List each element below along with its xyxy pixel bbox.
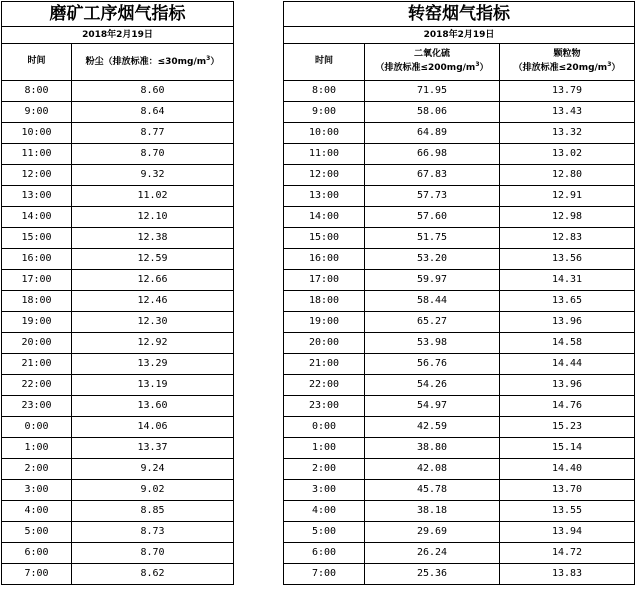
time-cell: 6:00 (284, 543, 365, 564)
table-row (284, 249, 635, 270)
so2-cell: 59.97 (365, 270, 500, 291)
so2-cell: 67.83 (365, 165, 500, 186)
dust-cell: 9.32 (72, 165, 234, 186)
right-header-pm-end: ） (611, 63, 621, 73)
pm-cell: 13.55 (500, 501, 635, 522)
so2-cell: 58.44 (365, 291, 500, 312)
left-header-dust-end: ） (210, 57, 220, 68)
table-row (284, 270, 635, 291)
pm-cell: 12.80 (500, 165, 635, 186)
pm-cell: 14.31 (500, 270, 635, 291)
table-row (284, 480, 635, 501)
right-header-pm (500, 44, 635, 81)
table-row (2, 144, 234, 165)
table-row (284, 291, 635, 312)
table-row (2, 228, 234, 249)
so2-cell: 64.89 (365, 123, 500, 144)
time-cell: 15:00 (284, 228, 365, 249)
so2-cell: 66.98 (365, 144, 500, 165)
time-cell: 11:00 (2, 144, 72, 165)
dust-cell: 9.24 (72, 459, 234, 480)
table-row (284, 333, 635, 354)
table-row (2, 564, 234, 585)
table-row (284, 186, 635, 207)
so2-cell: 54.97 (365, 396, 500, 417)
so2-cell: 56.76 (365, 354, 500, 375)
dust-cell: 8.77 (72, 123, 234, 144)
left-header-dust (72, 44, 234, 81)
so2-cell: 42.59 (365, 417, 500, 438)
right-table-date: 2018年2月19日 (284, 27, 635, 44)
pm-cell: 14.76 (500, 396, 635, 417)
so2-cell: 38.80 (365, 438, 500, 459)
table-row (284, 375, 635, 396)
table-row (2, 396, 234, 417)
table-row (284, 207, 635, 228)
dust-cell: 12.46 (72, 291, 234, 312)
dust-cell: 8.60 (72, 81, 234, 102)
table-row (284, 81, 635, 102)
table-row (2, 207, 234, 228)
time-cell: 22:00 (2, 375, 72, 396)
table-row (284, 396, 635, 417)
table-row (2, 291, 234, 312)
so2-cell: 25.36 (365, 564, 500, 585)
table-row (284, 123, 635, 144)
dust-cell: 12.92 (72, 333, 234, 354)
so2-cell: 42.08 (365, 459, 500, 480)
pm-cell: 14.72 (500, 543, 635, 564)
time-cell: 11:00 (284, 144, 365, 165)
time-cell: 1:00 (2, 438, 72, 459)
time-cell: 5:00 (284, 522, 365, 543)
pm-cell: 13.02 (500, 144, 635, 165)
table-row (284, 312, 635, 333)
time-cell: 10:00 (2, 123, 72, 144)
pm-cell: 12.83 (500, 228, 635, 249)
time-cell: 3:00 (284, 480, 365, 501)
table-row (284, 501, 635, 522)
table-row (2, 123, 234, 144)
time-cell: 23:00 (284, 396, 365, 417)
right-header-so2 (365, 44, 500, 81)
table-row (2, 480, 234, 501)
time-cell: 4:00 (2, 501, 72, 522)
time-cell: 4:00 (284, 501, 365, 522)
table-row (2, 522, 234, 543)
so2-cell: 45.78 (365, 480, 500, 501)
table-row (284, 354, 635, 375)
table-row (2, 186, 234, 207)
left-table-title: 磨矿工序烟气指标 (2, 2, 234, 27)
time-cell: 9:00 (2, 102, 72, 123)
so2-cell: 58.06 (365, 102, 500, 123)
left-header-dust-text: 粉尘（排放标准：≤30mg/m (85, 57, 207, 68)
time-cell: 17:00 (284, 270, 365, 291)
time-cell: 7:00 (2, 564, 72, 585)
table-row (284, 438, 635, 459)
time-cell: 20:00 (284, 333, 365, 354)
time-cell: 12:00 (284, 165, 365, 186)
right-header-so2-end: ） (479, 63, 489, 73)
so2-cell: 71.95 (365, 81, 500, 102)
time-cell: 10:00 (284, 123, 365, 144)
time-cell: 2:00 (284, 459, 365, 480)
time-cell: 6:00 (2, 543, 72, 564)
pm-cell: 13.96 (500, 312, 635, 333)
table-row (2, 375, 234, 396)
so2-cell: 29.69 (365, 522, 500, 543)
dust-cell: 8.64 (72, 102, 234, 123)
right-header-so2-name: 二氧化硫 (413, 49, 450, 60)
table-row (284, 165, 635, 186)
dust-cell: 12.30 (72, 312, 234, 333)
time-cell: 14:00 (2, 207, 72, 228)
time-cell: 23:00 (2, 396, 72, 417)
table-row (2, 102, 234, 123)
table-row (2, 543, 234, 564)
pm-cell: 14.40 (500, 459, 635, 480)
table-row (284, 102, 635, 123)
left-header-dust-sup: 3 (206, 55, 211, 63)
time-cell: 20:00 (2, 333, 72, 354)
pm-cell: 13.70 (500, 480, 635, 501)
dust-cell: 9.02 (72, 480, 234, 501)
dust-cell: 14.06 (72, 417, 234, 438)
dust-cell: 13.19 (72, 375, 234, 396)
dust-cell: 13.60 (72, 396, 234, 417)
time-cell: 8:00 (284, 81, 365, 102)
pm-cell: 13.32 (500, 123, 635, 144)
table-row (2, 270, 234, 291)
pm-cell: 13.65 (500, 291, 635, 312)
time-cell: 2:00 (2, 459, 72, 480)
pm-cell: 15.14 (500, 438, 635, 459)
so2-cell: 38.18 (365, 501, 500, 522)
table-row (284, 522, 635, 543)
pm-cell: 14.58 (500, 333, 635, 354)
pm-cell: 13.96 (500, 375, 635, 396)
so2-cell: 53.98 (365, 333, 500, 354)
table-row (2, 354, 234, 375)
right-header-so2-sup: 3 (475, 61, 480, 68)
left-table-date: 2018年2月19日 (2, 27, 234, 44)
right-header-pm-std: （排放标准≤20mg/m (513, 63, 608, 73)
table-row (2, 165, 234, 186)
pm-cell: 15.23 (500, 417, 635, 438)
table-row (2, 312, 234, 333)
right-table-title: 转窑烟气指标 (284, 2, 635, 27)
left-header-time: 时间 (2, 44, 72, 81)
time-cell: 19:00 (2, 312, 72, 333)
time-cell: 5:00 (2, 522, 72, 543)
time-cell: 13:00 (2, 186, 72, 207)
right-header-so2-std: （排放标准≤200mg/m (375, 63, 476, 73)
pm-cell: 13.83 (500, 564, 635, 585)
kiln-flue-gas-table (283, 1, 635, 585)
time-cell: 16:00 (284, 249, 365, 270)
table-row (2, 249, 234, 270)
time-cell: 21:00 (2, 354, 72, 375)
time-cell: 1:00 (284, 438, 365, 459)
right-header-time: 时间 (284, 44, 365, 81)
table-row (284, 543, 635, 564)
pm-cell: 14.44 (500, 354, 635, 375)
right-header-pm-sup: 3 (607, 61, 612, 68)
dust-cell: 8.62 (72, 564, 234, 585)
table-row (284, 144, 635, 165)
time-cell: 0:00 (2, 417, 72, 438)
time-cell: 13:00 (284, 186, 365, 207)
time-cell: 21:00 (284, 354, 365, 375)
time-cell: 9:00 (284, 102, 365, 123)
time-cell: 8:00 (2, 81, 72, 102)
table-row (2, 417, 234, 438)
time-cell: 17:00 (2, 270, 72, 291)
time-cell: 12:00 (2, 165, 72, 186)
time-cell: 18:00 (2, 291, 72, 312)
table-row (2, 459, 234, 480)
pm-cell: 12.91 (500, 186, 635, 207)
so2-cell: 57.60 (365, 207, 500, 228)
time-cell: 22:00 (284, 375, 365, 396)
table-row (284, 459, 635, 480)
dust-cell: 12.38 (72, 228, 234, 249)
time-cell: 0:00 (284, 417, 365, 438)
dust-cell: 8.70 (72, 144, 234, 165)
table-row (284, 228, 635, 249)
time-cell: 18:00 (284, 291, 365, 312)
right-header-pm-name: 颗粒物 (553, 49, 581, 60)
table-row (284, 564, 635, 585)
dust-cell: 13.29 (72, 354, 234, 375)
time-cell: 3:00 (2, 480, 72, 501)
so2-cell: 65.27 (365, 312, 500, 333)
time-cell: 15:00 (2, 228, 72, 249)
time-cell: 7:00 (284, 564, 365, 585)
dust-cell: 11.02 (72, 186, 234, 207)
dust-cell: 13.37 (72, 438, 234, 459)
dust-cell: 8.70 (72, 543, 234, 564)
so2-cell: 51.75 (365, 228, 500, 249)
table-row (2, 438, 234, 459)
dust-cell: 8.73 (72, 522, 234, 543)
time-cell: 19:00 (284, 312, 365, 333)
pm-cell: 13.56 (500, 249, 635, 270)
pm-cell: 12.98 (500, 207, 635, 228)
so2-cell: 53.20 (365, 249, 500, 270)
table-row (284, 417, 635, 438)
time-cell: 16:00 (2, 249, 72, 270)
so2-cell: 26.24 (365, 543, 500, 564)
pm-cell: 13.79 (500, 81, 635, 102)
pm-cell: 13.43 (500, 102, 635, 123)
table-row (2, 81, 234, 102)
table-row (2, 501, 234, 522)
dust-cell: 8.85 (72, 501, 234, 522)
grinding-flue-gas-table (1, 1, 234, 585)
time-cell: 14:00 (284, 207, 365, 228)
so2-cell: 54.26 (365, 375, 500, 396)
pm-cell: 13.94 (500, 522, 635, 543)
table-row (2, 333, 234, 354)
dust-cell: 12.59 (72, 249, 234, 270)
dust-cell: 12.10 (72, 207, 234, 228)
dust-cell: 12.66 (72, 270, 234, 291)
so2-cell: 57.73 (365, 186, 500, 207)
